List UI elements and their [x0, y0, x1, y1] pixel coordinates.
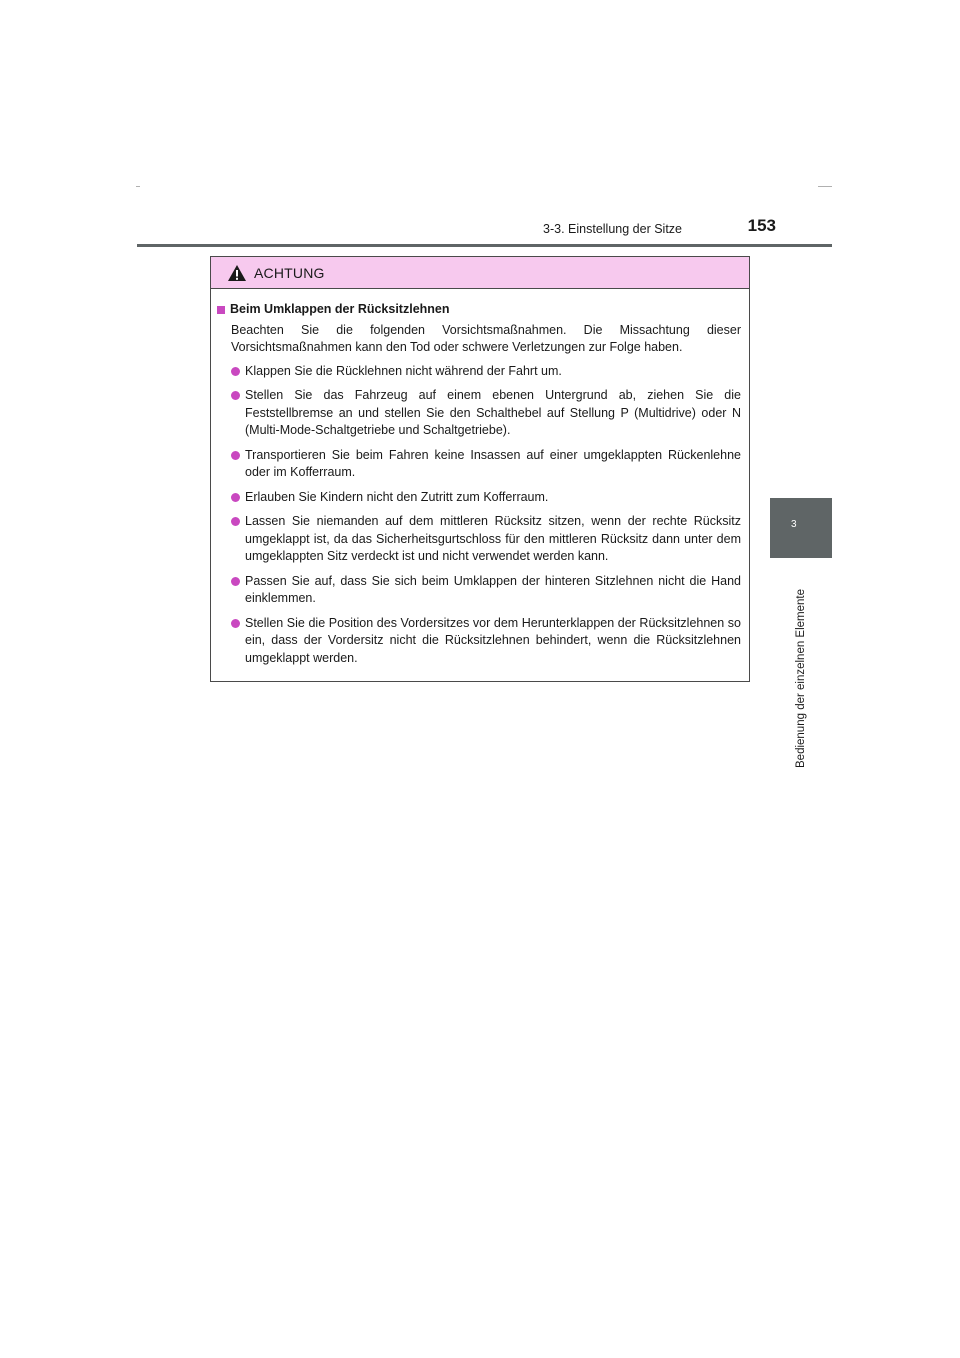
page-number: 153: [747, 216, 776, 235]
bullet-dot-icon: [231, 367, 240, 376]
list-item: Transportieren Sie beim Fahren keine Insassen auf einer umgeklappten Rückenlehne oder im Kofferraum.: [231, 447, 741, 482]
square-bullet-icon: [217, 306, 225, 314]
bullet-dot-icon: [231, 451, 240, 460]
warning-list: [231, 363, 741, 668]
list-item: Erlauben Sie Kindern nicht den Zutritt zum Kofferraum.: [231, 489, 741, 507]
list-item: Lassen Sie niemanden auf dem mittleren Rücksitz sitzen, wenn der rechte Rücksitz umgeklappt ist, da das Sicherheitsgurtschloss für den mittleren Rücksitz dann unter dem umgeklappten Sitz verdeckt ist und nicht verwendet werden kann.: [231, 513, 741, 566]
bullet-dot-icon: [231, 391, 240, 400]
crop-mark-left: [136, 186, 140, 187]
chapter-tab: [770, 498, 832, 558]
warning-title: ACHTUNG: [254, 264, 325, 281]
list-item: Stellen Sie die Position des Vordersitzes vor dem Herunterklappen der Rücksitzlehnen so ein, dass der Vordersitz nicht die Rücksitzlehnen behindert, wenn die Rücksitzlehnen umgeklappt werden.: [231, 615, 741, 668]
bullet-dot-icon: [231, 619, 240, 628]
list-item: Stellen Sie das Fahrzeug auf einem ebenen Untergrund ab, ziehen Sie die Feststellbremse an und stellen Sie den Schalthebel auf Stellung P (Multidrive) oder N (Multi-Mode-Schaltgetriebe und Schaltgetriebe).: [231, 387, 741, 440]
crop-mark-right: [818, 186, 832, 187]
list-item: Klappen Sie die Rücklehnen nicht während der Fahrt um.: [231, 363, 741, 381]
section-title: 3-3. Einstellung der Sitze: [543, 222, 682, 236]
chapter-number: 3: [791, 519, 797, 530]
bullet-dot-icon: [231, 493, 240, 502]
warning-body: [211, 289, 749, 667]
chapter-side-label: [795, 568, 807, 768]
warning-triangle-icon: [227, 264, 247, 282]
warning-subheading: [217, 301, 741, 319]
warning-subheading-text: Beim Umklappen der Rücksitzlehnen: [230, 302, 450, 316]
warning-box: [210, 256, 750, 682]
bullet-dot-icon: [231, 517, 240, 526]
warning-intro: Beachten Sie die folgenden Vorsichtsmaßnahmen. Die Missachtung dieser Vorsichtsmaßnahmen kann den Tod oder schwere Verletzungen zur Folge haben.: [231, 322, 741, 354]
bullet-dot-icon: [231, 577, 240, 586]
warning-header: [211, 257, 749, 289]
header-rule: [137, 244, 832, 247]
chapter-title: Bedienung der einzelnen Elemente: [795, 588, 807, 768]
list-item: Passen Sie auf, dass Sie sich beim Umklappen der hinteren Sitzlehnen nicht die Hand einklemmen.: [231, 573, 741, 608]
